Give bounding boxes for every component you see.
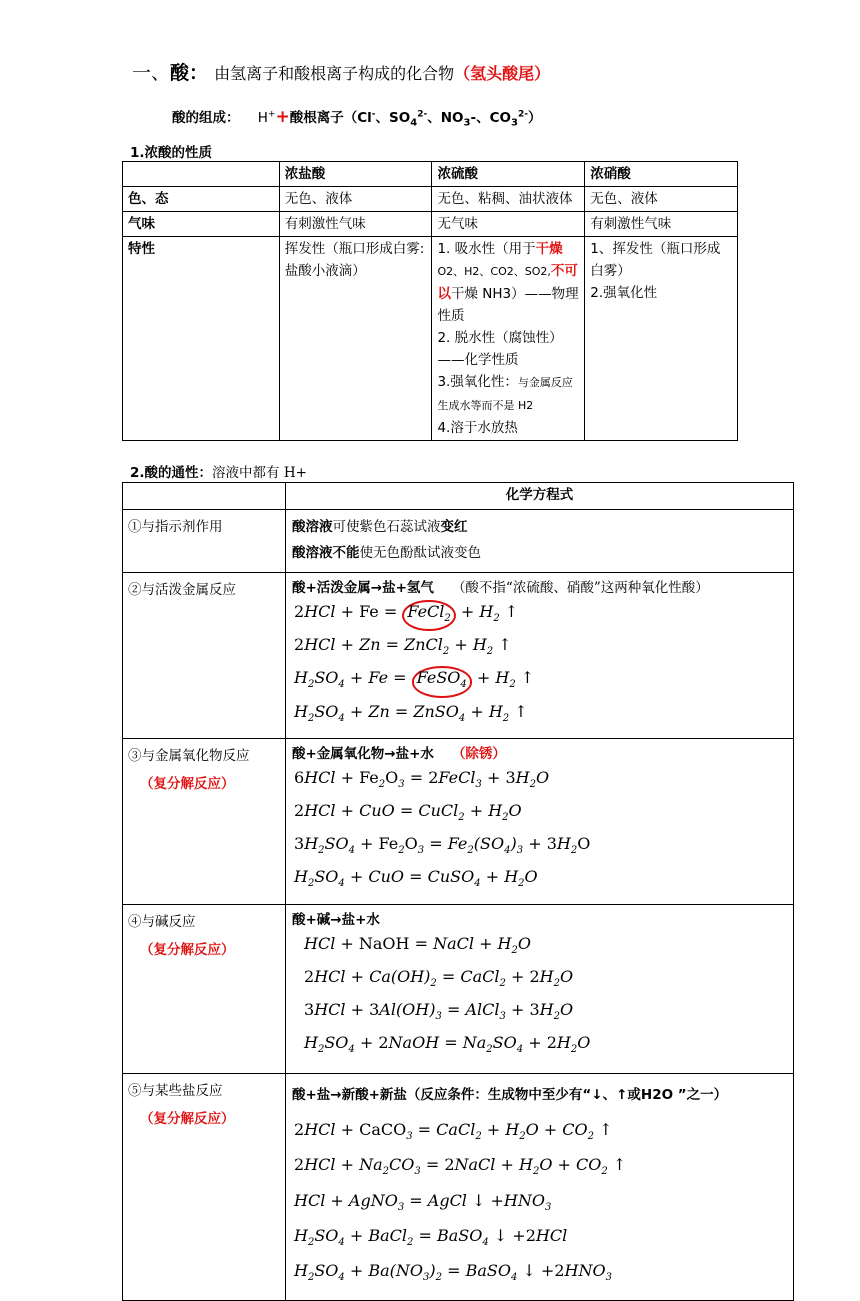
equation: $H_2SO_4$ + BaCl$_2$ = BaSO$_4$ ↓ +2HCl — [294, 1225, 568, 1248]
row-label-color-state: 色、态 — [123, 187, 280, 212]
h2so4-property-4: 4.溶于水放热 — [437, 420, 518, 436]
table-row — [123, 738, 794, 904]
equation: $H_2SO_4 + Fe$ = FeSO$_4$ + $H_2$ ↑ — [292, 665, 788, 698]
table-cell: 无色、液体 — [279, 187, 432, 212]
equation: $H_2SO_4$ + CuO = CuSO$_4$ + $H_2O$ — [294, 867, 538, 890]
table-row — [123, 904, 794, 1074]
composition-plus: + — [275, 107, 290, 127]
composition-h-ion: H+ — [257, 109, 276, 126]
title-definition: 由氢离子和酸根离子构成的化合物 — [214, 64, 455, 83]
column-header-hno3: 浓硝酸 — [585, 162, 738, 187]
column-header-hcl: 浓盐酸 — [279, 162, 432, 187]
table-cell: 酸+盐→新酸+新盐（反应条件：生成物中至少有“↓、↑或H2O ”之一） 2HCl + CaCO$_3$ = CaCl$_2$ + $H_2O + CO_2$ ↑ $2HCl + Na_2CO_3$ = 2NaCl + $H_2O + CO_2$ ↑ HCl + AgNO$_3$ = AgCl ↓ $+HNO_3$ $H_2SO_4$ + BaCl$_2$ = BaSO$_4$ ↓ +2HCl $H_2SO_4 + Ba(NO_3)_2$ = BaSO$_4$ ↓ $+2HNO_3$ — [286, 1074, 794, 1301]
title-prefix: 一、 — [132, 62, 171, 84]
table-row — [123, 573, 794, 739]
equation: $3HCl + 3Al(OH)_3$ = AlCl$_3$ + $3H_2O$ — [304, 999, 574, 1023]
table-cell: 无色、液体 — [585, 187, 738, 212]
acid-composition — [172, 106, 541, 129]
table-header-row — [123, 162, 738, 187]
row-label: ①与指示剂作用 — [123, 510, 286, 573]
table-header-row — [123, 483, 794, 510]
row-label-odor: 气味 — [123, 212, 280, 237]
composition-text: 酸根离子（Cl-、$SO_4^{2-}$、$NO_3-$、$CO_3^{2-}$） — [289, 109, 542, 129]
hno3-property-1: 1、挥发性（瓶口形成白雾） — [590, 241, 721, 279]
composition-label: 酸的组成： — [172, 110, 240, 126]
section1-title: 1.浓酸的性质 — [130, 145, 213, 161]
table-row — [123, 237, 738, 441]
table-cell: 挥发性（瓶口形成白雾:盐酸小液滴） — [279, 237, 432, 441]
table-cell: 酸溶液可使紫色石蕊试液变红 酸溶液不能使无色酚酞试液变色 — [286, 510, 794, 573]
equation: $2HCl + Na_2CO_3$ = 2NaCl + $H_2O + CO_2$ ↑ — [294, 1155, 627, 1178]
table-cell — [432, 237, 585, 441]
section2-title: 2.酸的通性：溶液中都有 H+ — [130, 465, 307, 481]
equation: $3H_2SO_4 + Fe_2O_3 = Fe_2(SO_4)_3 + 3H_2O$ — [294, 834, 591, 857]
table-cell: 有刺激性气味 — [585, 212, 738, 237]
row-label: ④与碱反应 （复分解反应） — [123, 904, 286, 1074]
equation: HCl + NaOH = NaCl + $H_2O$ — [304, 933, 532, 956]
h2so4-property-1: 1. 吸水性（用于干燥O2、H2、CO2、SO2,不可以干燥 NH3）——物理性质 — [437, 241, 579, 324]
row-label-special: 特性 — [123, 237, 280, 441]
table-cell — [123, 162, 280, 187]
title-note: （氢头酸尾） — [454, 64, 551, 83]
table-cell: 酸+活泼金属→盐+氢气 （酸不指“浓硫酸、硝酸”这两种氧化性酸） 2HCl + Fe = FeCl$_2$ + $H_2$ ↑ 2HCl + Zn = ZnCl$_2$ + $H_2$ ↑ $H_2SO_4 + Fe$ = FeSO$_4$ + $H_2$ ↑ $H_2SO_4 + Zn$ = ZnSO$_4$ + $H_2$ ↑ — [286, 573, 794, 739]
equation: 2HCl + CuO = CuCl$_2$ + $H_2O$ — [294, 800, 522, 824]
title-heading: 酸： — [170, 62, 209, 84]
row-label: ③与金属氧化物反应 （复分解反应） — [123, 738, 286, 904]
page-title — [132, 58, 550, 85]
equation: 2HCl + Zn = ZnCl$_2$ + $H_2$ ↑ — [294, 635, 512, 658]
equation: 2HCl + CaCO$_3$ = CaCl$_2$ + $H_2O + CO_2$ ↑ — [294, 1120, 613, 1143]
h2so4-property-2: 2. 脱水性（腐蚀性）——化学性质 — [437, 330, 563, 368]
table-cell: 无色、粘稠、油状液体 — [432, 187, 585, 212]
row-label: ⑤与某些盐反应 （复分解反应） — [123, 1074, 286, 1301]
equation: $H_2SO_4 + Zn$ = ZnSO$_4$ + $H_2$ ↑ — [294, 701, 528, 724]
table-cell — [123, 483, 286, 510]
equation: $H_2SO_4$ + 2NaOH = $Na_2SO_4 + 2H_2O$ — [304, 1033, 591, 1056]
equation: $2HCl + Ca(OH)_2$ = CaCl$_2$ + $2H_2O$ — [304, 966, 574, 989]
concentrated-acid-table — [122, 161, 738, 441]
table-row — [123, 1074, 794, 1301]
table-cell — [585, 237, 738, 441]
table-row — [123, 212, 738, 237]
table-cell: 无气味 — [432, 212, 585, 237]
equation: $H_2SO_4 + Ba(NO_3)_2$ = BaSO$_4$ ↓ $+2HNO_3$ — [294, 1261, 612, 1284]
table-cell: 酸+碱→盐+水 HCl + NaOH = NaCl + $H_2O$ $2HCl + Ca(OH)_2$ = CaCl$_2$ + $2H_2O$ $3HCl + 3Al(OH)_3$ = AlCl$_3$ + $3H_2O$ $H_2SO_4$ + 2NaOH = $Na_2SO_4 + 2H_2O$ — [286, 904, 794, 1074]
table-cell: 有刺激性气味 — [279, 212, 432, 237]
h2so4-property-3: 3.强氧化性：与金属反应生成水等而不是 H2 — [437, 374, 573, 412]
hno3-property-2: 2.强氧化性 — [590, 285, 658, 301]
row-label: ②与活泼金属反应 — [123, 573, 286, 739]
acid-properties-table — [122, 482, 794, 1301]
column-header-h2so4: 浓硫酸 — [432, 162, 585, 187]
equation: $6HCl + Fe_2O_3$ = 2FeCl$_3$ + $3H_2O$ — [294, 767, 550, 790]
equation: 2HCl + Fe = FeCl$_2$ + $H_2$ ↑ — [292, 599, 788, 632]
table-cell: 酸+金属氧化物→盐+水 （除锈） $6HCl + Fe_2O_3$ = 2FeCl$_3$ + $3H_2O$ 2HCl + CuO = CuCl$_2$ + $H_2O$ $3H_2SO_4 + Fe_2O_3 = Fe_2(SO_4)_3 + 3H_2O$ $H_2SO_4$ + CuO = CuSO$_4$ + $H_2O$ — [286, 738, 794, 904]
table-row — [123, 510, 794, 573]
column-header-equation: 化学方程式 — [286, 483, 794, 510]
equation: HCl + AgNO$_3$ = AgCl ↓ $+HNO_3$ — [294, 1190, 552, 1213]
table-row — [123, 187, 738, 212]
